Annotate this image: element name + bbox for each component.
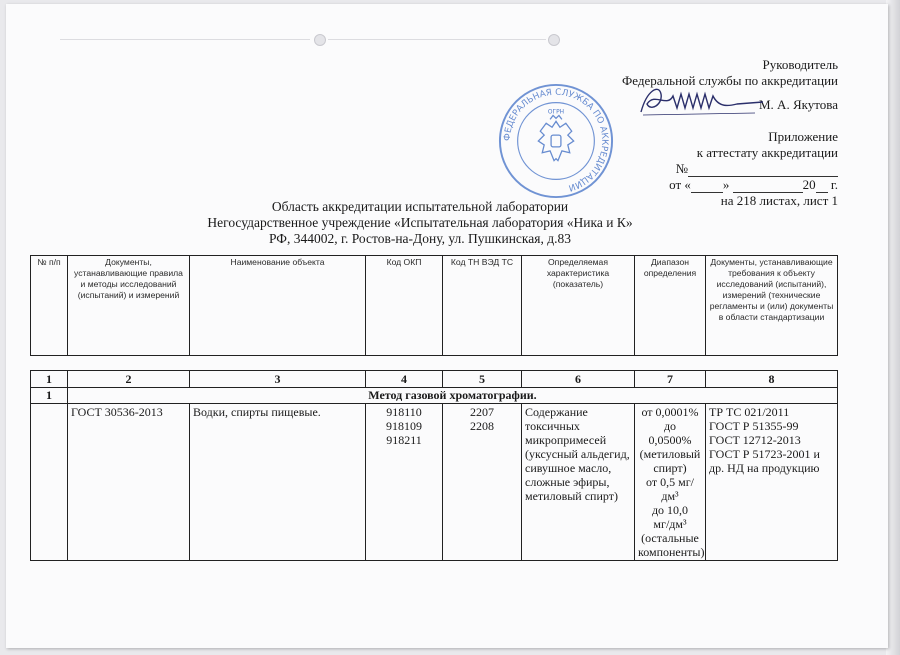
punch-hole-right <box>548 34 560 46</box>
col-number: 8 <box>706 371 838 388</box>
requirement-doc: ГОСТ Р 51723-2001 и <box>709 447 820 461</box>
tnved-code: 2208 <box>470 419 494 433</box>
appendix-label: Приложение <box>768 129 838 144</box>
handwritten-signature <box>637 82 765 118</box>
fold-line-mid <box>328 39 546 40</box>
doc-title-line1: Область аккредитации испытательной лаборатории <box>271 199 569 214</box>
appendix-date <box>669 177 838 193</box>
sheets-count: на 218 листах, лист 1 <box>720 193 838 208</box>
range-line: 0,0500% <box>648 433 692 447</box>
eagle-emblem-icon <box>538 115 573 160</box>
col-number: 6 <box>522 371 635 388</box>
fold-line-left <box>60 39 310 40</box>
col-number: 2 <box>68 371 190 388</box>
okp-code: 918211 <box>386 433 422 447</box>
table-row <box>31 404 838 561</box>
section-number: 1 <box>31 388 68 404</box>
stamp-inner-text: ОГРН <box>547 109 565 116</box>
col-number: 5 <box>443 371 522 388</box>
method-doc: ГОСТ 30536-2013 <box>68 404 190 561</box>
row-number <box>31 404 68 561</box>
appendix-block <box>669 129 838 209</box>
date-day-line <box>691 192 723 193</box>
doc-title-line2: Негосударственное учреждение «Испытательная лаборатория «Ника и К» <box>207 215 633 230</box>
range-line: от 0,5 мг/дм³ <box>646 475 694 503</box>
official-stamp <box>497 82 615 200</box>
doc-title-line3: РФ, 344002, г. Ростов-на-Дону, ул. Пушкинская, д.83 <box>269 231 571 246</box>
determination-range <box>635 404 706 561</box>
column-header-table <box>30 255 838 356</box>
date-year: 20 <box>802 177 816 192</box>
approver-title: Руководитель <box>762 57 838 72</box>
object-name: Водки, спирты пищевые. <box>190 404 366 561</box>
tnved-code: 2207 <box>470 405 494 419</box>
requirement-doc: др. НД на продукцию <box>709 461 820 475</box>
col-header-range: Диапазон определения <box>635 256 706 356</box>
date-prefix: от « <box>669 177 691 192</box>
range-line: компоненты) <box>638 545 705 559</box>
requirement-doc: ГОСТ Р 51355-99 <box>709 419 799 433</box>
col-header-num: № п/п <box>31 256 68 356</box>
range-line: от 0,0001% до <box>641 405 699 433</box>
okp-code: 918110 <box>386 405 422 419</box>
col-header-object: Наименование объекта <box>190 256 366 356</box>
col-header-method-docs: Документы, устанавливающие правила и методы исследований (испытаний) и измерений <box>68 256 190 356</box>
tnved-codes <box>443 404 522 561</box>
col-number: 4 <box>366 371 443 388</box>
okp-codes <box>366 404 443 561</box>
characteristic: Содержание токсичных микропримесей (уксусный альдегид, сивушное масло, сложные эфиры, метиловый спирт) <box>522 404 635 561</box>
requirement-doc: ТР ТС 021/2011 <box>709 405 790 419</box>
approver-org: Федеральной службы по аккредитации <box>622 73 838 88</box>
requirement-doc: ГОСТ 12712-2013 <box>709 433 801 447</box>
appendix-number <box>669 161 838 177</box>
section-label: Метод газовой хроматографии. <box>68 388 838 404</box>
range-line: спирт) <box>653 461 687 475</box>
col-number: 7 <box>635 371 706 388</box>
date-suffix: г. <box>827 177 838 192</box>
section-row <box>31 388 838 404</box>
number-prefix: № <box>675 161 688 176</box>
okp-code: 918109 <box>386 419 422 433</box>
col-header-requirements: Документы, устанавливающие требования к объекту исследований (испытаний), измерений (технические регламенты и (или) документы в области стандартизации <box>706 256 838 356</box>
column-number-row <box>31 371 838 388</box>
date-mid: » <box>722 177 730 192</box>
col-header-characteristic: Определяемая характеристика (показатель) <box>522 256 635 356</box>
signer-name: М. А. Якутова <box>759 97 838 112</box>
scope-table <box>30 370 838 561</box>
range-line: до 10,0 <box>651 503 689 517</box>
col-number: 3 <box>190 371 366 388</box>
punch-hole-left <box>314 34 326 46</box>
appendix-to: к аттестату аккредитации <box>696 145 838 160</box>
col-header-okp: Код ОКП <box>366 256 443 356</box>
col-header-tnved: Код ТН ВЭД ТС <box>443 256 522 356</box>
range-line: мг/дм³ <box>653 517 687 531</box>
document-title-block <box>180 199 660 247</box>
range-line: (остальные <box>641 531 699 545</box>
range-line: (метиловый <box>639 447 701 461</box>
col-number: 1 <box>31 371 68 388</box>
page-edge-shadow <box>886 0 900 655</box>
stamp-outer-text: ФЕДЕРАЛЬНАЯ СЛУЖБА ПО АККРЕДИТАЦИИ <box>502 87 610 193</box>
requirement-docs <box>706 404 838 561</box>
